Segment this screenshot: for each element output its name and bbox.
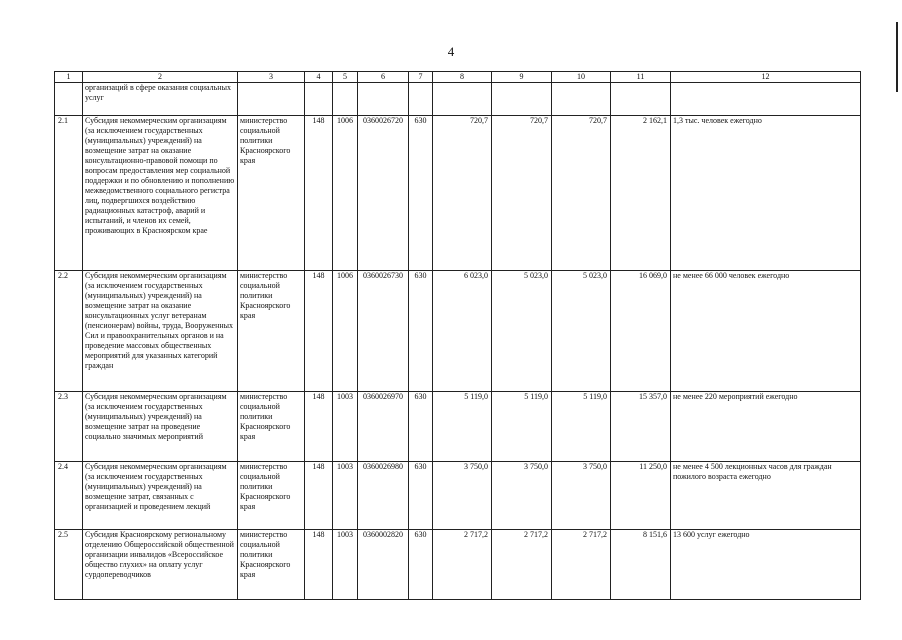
table-row — [55, 271, 861, 392]
section-code: 1003 — [333, 462, 358, 530]
expected-result: не менее 66 000 человек ежегодно — [671, 271, 861, 392]
amount-year-3: 3 750,0 — [552, 462, 611, 530]
row-index: 2.1 — [55, 116, 83, 271]
expense-type: 630 — [409, 271, 433, 392]
expense-type: 630 — [409, 392, 433, 462]
table-row — [55, 530, 861, 600]
section-code: 1006 — [333, 271, 358, 392]
column-number: 9 — [492, 72, 552, 83]
measure-name: Субсидия некоммерческим организациям (за исключением государственных (муниципальных) учреждений) на возмещение затрат на оказание консультационно-правовой помощи по вопросам предоставления мер социальной поддержки и по обновлению и пополнению межведомственного социального регистра лиц, подвергшихся воздействию радиационных катастроф, аварий и испытаний, и членов их семей, проживающих в Красноярском крае — [83, 116, 238, 271]
cell-empty — [492, 83, 552, 116]
page-number: 4 — [447, 44, 455, 59]
column-number: 7 — [409, 72, 433, 83]
amount-year-1: 6 023,0 — [433, 271, 492, 392]
cell-empty — [611, 83, 671, 116]
amount-year-1: 720,7 — [433, 116, 492, 271]
row-index: 2.4 — [55, 462, 83, 530]
column-number: 2 — [83, 72, 238, 83]
amount-year-2: 5 023,0 — [492, 271, 552, 392]
budget-code: 148 — [305, 116, 333, 271]
target-article: 0360026720 — [358, 116, 409, 271]
target-article: 0360026970 — [358, 392, 409, 462]
cell-empty — [358, 83, 409, 116]
expected-result: не менее 4 500 лекционных часов для граждан пожилого возраста ежегодно — [671, 462, 861, 530]
program-measures-table — [54, 71, 861, 600]
target-article: 0360026730 — [358, 271, 409, 392]
continuation-row — [55, 83, 861, 116]
amount-year-3: 5 023,0 — [552, 271, 611, 392]
budget-code: 148 — [305, 392, 333, 462]
table-row — [55, 392, 861, 462]
section-code: 1006 — [333, 116, 358, 271]
budget-code: 148 — [305, 530, 333, 600]
target-article: 0360002820 — [358, 530, 409, 600]
measure-name: Субсидия некоммерческим организациям (за исключением государственных (муниципальных) учреждений) на возмещение затрат на оказание консультационных услуг ветеранам (пенсионерам) войны, труда, Вооруженных Сил и правоохранительных органов и на проведение массовых общественных мероприятий для указанных категорий граждан — [83, 271, 238, 392]
column-number: 8 — [433, 72, 492, 83]
amount-year-2: 720,7 — [492, 116, 552, 271]
cell-empty — [433, 83, 492, 116]
expense-type: 630 — [409, 116, 433, 271]
column-number: 6 — [358, 72, 409, 83]
continuation-text: организаций в сфере оказания социальных услуг — [83, 83, 238, 116]
column-number: 11 — [611, 72, 671, 83]
amount-year-3: 720,7 — [552, 116, 611, 271]
column-number: 5 — [333, 72, 358, 83]
amount-year-3: 2 717,2 — [552, 530, 611, 600]
row-index: 2.5 — [55, 530, 83, 600]
row-index: 2.2 — [55, 271, 83, 392]
section-code: 1003 — [333, 530, 358, 600]
column-number: 10 — [552, 72, 611, 83]
expected-result: 1,3 тыс. человек ежегодно — [671, 116, 861, 271]
cell-empty — [333, 83, 358, 116]
responsible-agency: министерство социальной политики Красноярского края — [238, 116, 305, 271]
cell-empty — [238, 83, 305, 116]
amount-total: 11 250,0 — [611, 462, 671, 530]
amount-year-2: 2 717,2 — [492, 530, 552, 600]
amount-year-2: 3 750,0 — [492, 462, 552, 530]
responsible-agency: министерство социальной политики Красноярского края — [238, 271, 305, 392]
budget-code: 148 — [305, 462, 333, 530]
amount-total: 2 162,1 — [611, 116, 671, 271]
amount-year-3: 5 119,0 — [552, 392, 611, 462]
expected-result: не менее 220 мероприятий ежегодно — [671, 392, 861, 462]
target-article: 0360026980 — [358, 462, 409, 530]
cell-empty — [552, 83, 611, 116]
amount-total: 15 357,0 — [611, 392, 671, 462]
table-row — [55, 116, 861, 271]
amount-total: 8 151,6 — [611, 530, 671, 600]
expense-type: 630 — [409, 530, 433, 600]
cell-empty — [305, 83, 333, 116]
column-number-row — [55, 72, 861, 83]
responsible-agency: министерство социальной политики Красноярского края — [238, 530, 305, 600]
scan-edge-line — [896, 22, 898, 92]
amount-total: 16 069,0 — [611, 271, 671, 392]
column-number: 12 — [671, 72, 861, 83]
responsible-agency: министерство социальной политики Красноярского края — [238, 462, 305, 530]
cell-empty — [55, 83, 83, 116]
cell-empty — [409, 83, 433, 116]
column-number: 3 — [238, 72, 305, 83]
amount-year-1: 3 750,0 — [433, 462, 492, 530]
measure-name: Субсидия Красноярскому региональному отделению Общероссийской общественной организации инвалидов «Всероссийское общество глухих» на оплату услуг сурдопереводчиков — [83, 530, 238, 600]
amount-year-1: 5 119,0 — [433, 392, 492, 462]
measure-name: Субсидия некоммерческим организациям (за исключением государственных (муниципальных) учреждений) на возмещение затрат, связанных с организацией и проведением лекций — [83, 462, 238, 530]
column-number: 4 — [305, 72, 333, 83]
amount-year-1: 2 717,2 — [433, 530, 492, 600]
measure-name: Субсидия некоммерческим организациям (за исключением государственных (муниципальных) учреждений) на возмещение затрат на проведение социально значимых мероприятий — [83, 392, 238, 462]
responsible-agency: министерство социальной политики Красноярского края — [238, 392, 305, 462]
budget-code: 148 — [305, 271, 333, 392]
cell-empty — [671, 83, 861, 116]
column-number: 1 — [55, 72, 83, 83]
expected-result: 13 600 услуг ежегодно — [671, 530, 861, 600]
amount-year-2: 5 119,0 — [492, 392, 552, 462]
expense-type: 630 — [409, 462, 433, 530]
row-index: 2.3 — [55, 392, 83, 462]
table-row — [55, 462, 861, 530]
section-code: 1003 — [333, 392, 358, 462]
